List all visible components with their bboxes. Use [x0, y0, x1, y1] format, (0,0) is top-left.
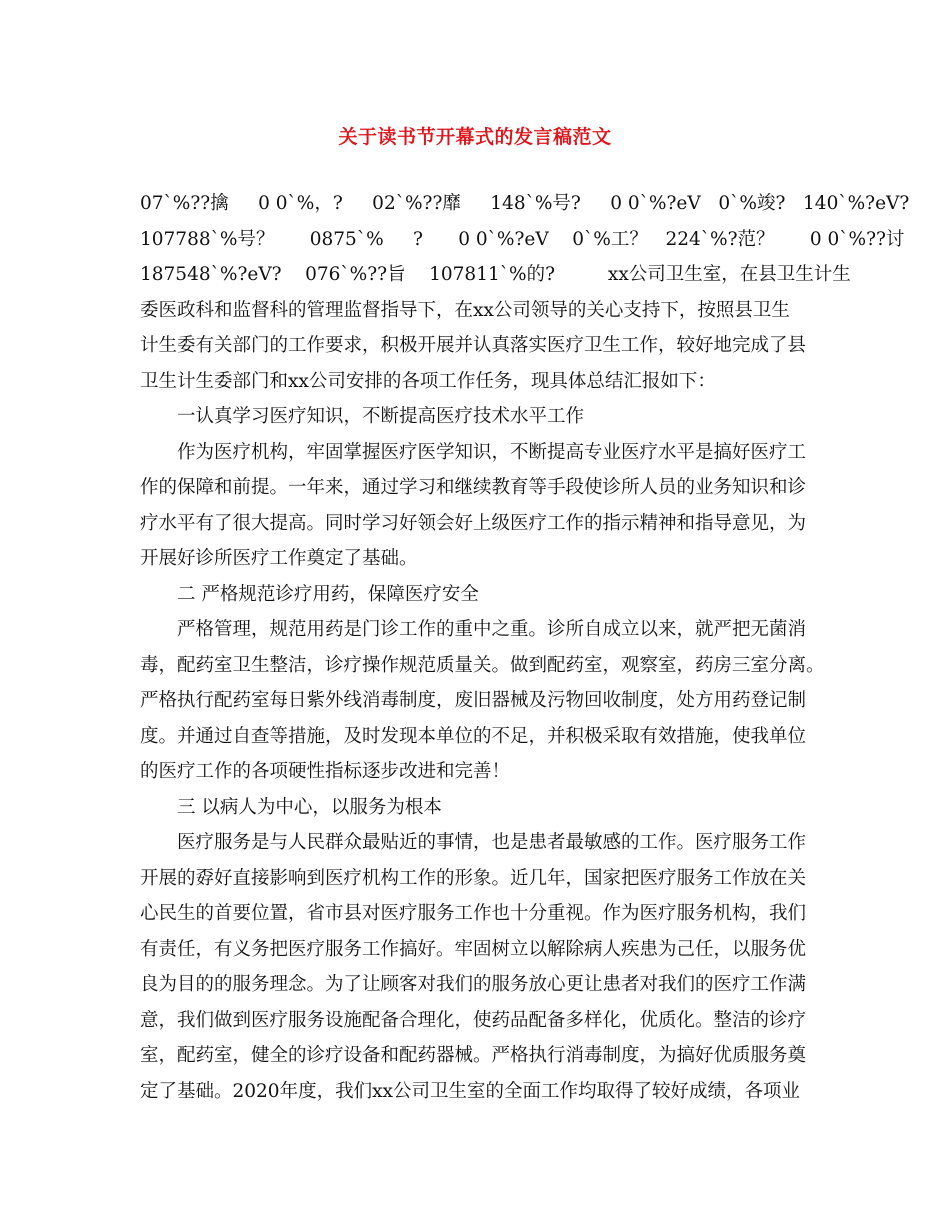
text-line: 卫生计生委部门和xx公司安排的各项工作任务，现具体总结汇报如下：: [140, 370, 716, 392]
text-line: 毒，配药室卫生整洁，诊疗操作规范质量关。做到配药室，观察室，药房三室分离。: [140, 654, 825, 676]
text-line: 187548`%?eV? 076`%??旨 107811`%的? xx公司卫生室，在县卫生计生: [140, 264, 851, 285]
text-line: 开展的孬好直接影响到医疗机构工作的形象。近几年，国家把医疗服务工作放在关: [140, 867, 807, 889]
text-line: 医疗服务是与人民群众最贴近的事情，也是患者最敏感的工作。医疗服务工作: [177, 832, 807, 853]
text-line: 作为医疗机构，牢固掌握医疗医学知识，不断提高专业医疗水平是搞好医疗工: [177, 441, 807, 463]
text-line: 开展好诊所医疗工作奠定了基础。: [140, 548, 418, 569]
document-title: 关于读书节开幕式的发言稿范文: [338, 126, 612, 148]
text-line: 室，配药室，健全的诊疗设备和配药器械。严格执行消毒制度，为搞好优质服务奠: [140, 1045, 807, 1066]
text-line: 意，我们做到医疗服务设施配备合理化，使药品配备多样化，优质化。整洁的诊疗: [140, 1009, 807, 1031]
text-line: 的医疗工作的各项硬性指标逐步改进和完善！: [140, 761, 511, 782]
text-line: 度。并通过自查等措施，及时发现本单位的不足，并积极采取有效措施，使我单位: [140, 725, 807, 747]
document-body: [140, 186, 910, 1109]
text-line: 疗水平有了很大提高。同时学习好领会好上级医疗工作的指示精神和指导意见，为: [140, 512, 807, 534]
text-line: 良为目的的服务理念。为了让顾客对我们的服务放心更让患者对我们的医疗工作满: [140, 974, 807, 995]
text-line: 严格执行配药室每日紫外线消毒制度，废旧器械及污物回收制度，处方用药登记制: [140, 690, 807, 711]
text-line: 定了基础。2020年度，我们xx公司卫生室的全面工作均取得了较好成绩，各项业: [140, 1080, 800, 1102]
text-line: 严格管理，规范用药是门诊工作的重中之重。诊所自成立以来，就严把无菌消: [177, 619, 807, 640]
text-line: 计生委有关部门的工作要求，积极开展并认真落实医疗卫生工作，较好地完成了县: [140, 335, 807, 356]
text-line: 07`%??擒 0 0`%，? 02`%??靡 148`%号? 0 0`%?eV 0`%竣? 140`%?eV?: [140, 193, 910, 214]
text-line: 作的保障和前提。一年来，通过学习和继续教育等手段使诊所人员的业务知识和诊: [140, 477, 807, 498]
text-line: 三 以病人为中心，以服务为根本: [177, 796, 442, 818]
text-line: 二 严格规范诊疗用药，保障医疗安全: [177, 583, 479, 605]
text-line: 有责任，有义务把医疗服务工作搞好。牢固树立以解除病人疾患为己任，以服务优: [140, 938, 807, 960]
text-line: 委医政科和监督科的管理监督指导下，在xx公司领导的关心支持下，按照县卫生: [140, 299, 790, 321]
text-line: 心民生的首要位置，省市县对医疗服务工作也十分重视。作为医疗服务机构，我们: [140, 903, 807, 924]
text-line: 107788`%号？ 0875`% ? 0 0`%?eV 0`%工？ 224`%?范？ 0 0`%??讨: [140, 228, 905, 250]
text-line: 一认真学习医疗知识，不断提高医疗技术水平工作: [177, 406, 585, 427]
